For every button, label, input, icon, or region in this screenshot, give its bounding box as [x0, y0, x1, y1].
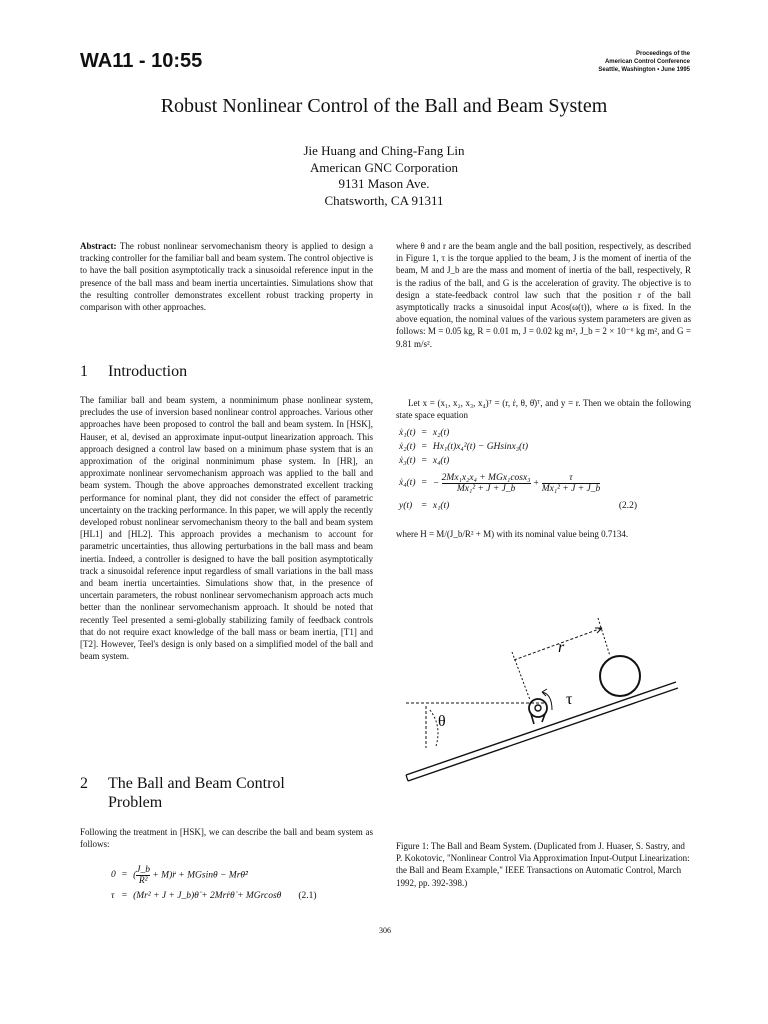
theta-label: θ — [438, 713, 446, 730]
beam-end-cap — [406, 775, 408, 781]
equation-2-2 — [396, 426, 640, 514]
theta-arc — [430, 710, 438, 746]
proceedings-line: Proceedings of the — [635, 51, 690, 57]
eq-denominator: Mx₁² + J + J_b — [442, 483, 531, 494]
ball — [600, 656, 640, 696]
eq-row — [396, 454, 640, 468]
abstract — [80, 240, 373, 313]
eq-denominator: Mx₁² + J + J_b — [541, 483, 601, 494]
eq-relation: = — [121, 891, 128, 901]
page-number: 306 — [379, 926, 391, 935]
eq-fraction — [542, 473, 601, 494]
eq-lhs: 0 — [111, 870, 116, 880]
eq-lhs: y(t) — [399, 501, 413, 511]
proceedings-line: Seattle, Washington • June 1995 — [598, 67, 690, 73]
r-label: r — [558, 639, 565, 656]
eq-rhs: (Mr² + J + J_b)θ̈ + 2Mrṙθ̇ + MGrcosθ — [133, 891, 282, 901]
eq-lhs: τ — [111, 891, 115, 901]
figure-caption — [396, 840, 692, 889]
eq-lhs: ẋ₁(t) — [399, 428, 416, 438]
figure-caption-text: Figure 1: The Ball and Beam System. (Duplicated from J. Huaser, S. Sastry, and P. Kokotovic, "Nonlinear Control Via Approximation Input-Output Linearization: the Ball and Beam Example," IEEE Transactions on Automatic Control, March 1992, pp. 392-398.) — [396, 841, 690, 888]
state-space-text: Let x = (x₁, x₂, x₃, x₄)ᵀ = (r, ṙ, θ, θ̇)ᵀ, and y = r. Then we obtain the following state space equation — [396, 398, 691, 421]
introduction-text: The familiar ball and beam system, a nonminimum phase nonlinear system, precludes the use of inversion based nonlinear control approaches. Various other approaches have been proposed to control the ball and beam system. In [HSK], Hauser, et al, devised an approximate input-output linearization approach. This approach designed a control law based on a minimum phase system that is an approximation of the original nonminimum phase system. In [HR], an approximate nonlinear servomechanism approach was applied to the ball and beam system. Though the above approaches demonstrated excellent tracking performance for nominal plant, they did not consider the effect of parametric uncertainty on the tracking performance. In this paper, we will apply the recently developed robust nonlinear servomechanism theory to the ball and beam system [HL1] and [HL2]. This approach provides a mechanism to account for parametric uncertainties, thus allowing perturbations in the ball mass and beam inertia. Indeed, a controller is designed to have the ball position asymptotically track a sinusoidal reference input regardless of small variations in the ball mass and beam inertia uncertainties. Simulations show that, in the presence of uncertain parameters, the robust nonlinear servomechanism approach acts much better than the nonlinear servomechanism approach. It should be noted that recently Teel presented a semi-globally stabilizing family of feedback controls that do not require exact knowledge of the ball mass or beam inertia, [T1] and [T2]. However, Teel's design is only based on a simplified model of the ball and beam system. — [80, 395, 373, 662]
eq-lhs: ẋ₄(t) — [399, 478, 416, 488]
author-street: 9131 Mason Ave. — [338, 176, 430, 191]
section-title-line1: The Ball and Beam Control — [108, 775, 285, 792]
eq-relation: = — [421, 428, 427, 438]
parameters-text: where θ and r are the beam angle and the ball position, respectively, as described in Figure 1, τ is the torque applied to the beam, J is the moment of inertia of the beam, M and J_b are the mass and moment of inertia of the ball, respectively, R is the radius of the ball, and G is the acceleration of gravity. The objective is to design a state-feedback control law such that the position r of the ball asymptotically tracks a sinusoidal input Acos(ω(t)), where ω is fixed. In the above equation, the nominal values of the various system parameters are given as follows: M = 0.05 kg, R = 0.01 m, J = 0.02 kg m², J_b = 2 × 10⁻⁶ kg m², and G = 9.81 m/s². — [396, 241, 691, 349]
abstract-label: Abstract: — [80, 241, 117, 251]
eq-relation: = — [421, 501, 427, 511]
r-extension-right — [598, 618, 610, 656]
beam-bottom-edge — [408, 688, 678, 781]
session-code: WA11 - 10:55 — [80, 50, 203, 72]
eq-paren: ( — [133, 870, 137, 881]
eq-row — [396, 440, 640, 454]
problem-body — [80, 826, 373, 850]
section-number: 1 — [80, 363, 88, 380]
eq-rhs: x₄(t) — [432, 456, 450, 466]
eq-relation: = — [121, 870, 128, 880]
tau-label: τ — [566, 691, 573, 708]
eq-denominator: R² — [136, 875, 150, 886]
introduction-body — [80, 394, 373, 662]
section-heading-problem — [80, 774, 380, 812]
author-city: Chatsworth, CA 91311 — [324, 192, 444, 208]
eq-rhs: x₁(t) — [432, 501, 450, 511]
eq-minus: − — [432, 478, 440, 489]
eq-fraction — [442, 473, 531, 494]
author-affiliation: American GNC Corporation — [309, 159, 459, 175]
eq-lhs: ẋ₃(t) — [399, 456, 416, 466]
equation-2-1 — [108, 862, 320, 904]
eq-numerator: τ — [569, 472, 573, 483]
author-names: Jie Huang and Ching-Fang Lin — [303, 143, 465, 158]
eq-rhs: x₂(t) — [432, 428, 450, 438]
eq-fraction — [136, 865, 150, 886]
eq-rhs: + M)r̈ + MGsinθ − Mrθ̇² — [152, 870, 248, 881]
eq-plus: + — [532, 478, 540, 489]
eq-relation: = — [421, 456, 427, 466]
proceedings-line: American Control Conference — [604, 59, 690, 65]
eq-row — [396, 468, 640, 498]
ball-and-beam-figure — [396, 600, 696, 785]
problem-text: Following the treatment in [HSK], we can describe the ball and beam system as follows: — [80, 827, 373, 850]
state-space-intro — [396, 397, 691, 421]
r-extension-left — [512, 652, 530, 700]
eq-number: (2.1) — [298, 891, 317, 901]
section-title: Introduction — [108, 363, 188, 380]
abstract-text: The robust nonlinear servomechanism theory is applied to design a tracking controller for the familiar ball and beam system. The control objective is to have the ball position asymptotically track a sinusoidal reference input in the presence of the ball mass and beam inertia uncertainties. Simulations show that the resulting controller demonstrates excellent robust tracking property in comparison with other approaches. — [80, 241, 373, 313]
parameters-paragraph — [396, 240, 691, 350]
h-definition-text: where H = M/(J_b/R² + M) with its nominal value being 0.7134. — [396, 529, 629, 539]
eq-row — [396, 426, 640, 440]
eq-lhs: ẋ₂(t) — [399, 442, 416, 452]
beam-top-edge — [406, 682, 676, 775]
proceedings-note — [560, 50, 690, 74]
eq-relation: = — [421, 442, 427, 452]
h-definition — [396, 528, 691, 540]
section-number: 2 — [80, 775, 88, 792]
eq-numerator: J_b — [136, 864, 150, 875]
pivot-inner-circle — [535, 705, 541, 711]
eq-relation: = — [421, 478, 427, 488]
eq-numerator: 2Mx₁x₂x₄ + MGx₁cosx₃ — [441, 472, 531, 483]
paper-title: Robust Nonlinear Control of the Ball and Beam System — [160, 95, 608, 117]
section-heading-introduction — [80, 362, 187, 381]
eq-row — [396, 498, 640, 514]
eq-rhs: Hx₁(t)x₄²(t) − GHsinx₃(t) — [432, 442, 528, 452]
author-block — [234, 143, 534, 209]
eq-number: (2.2) — [618, 501, 638, 511]
section-title-line2: Problem — [108, 794, 163, 811]
